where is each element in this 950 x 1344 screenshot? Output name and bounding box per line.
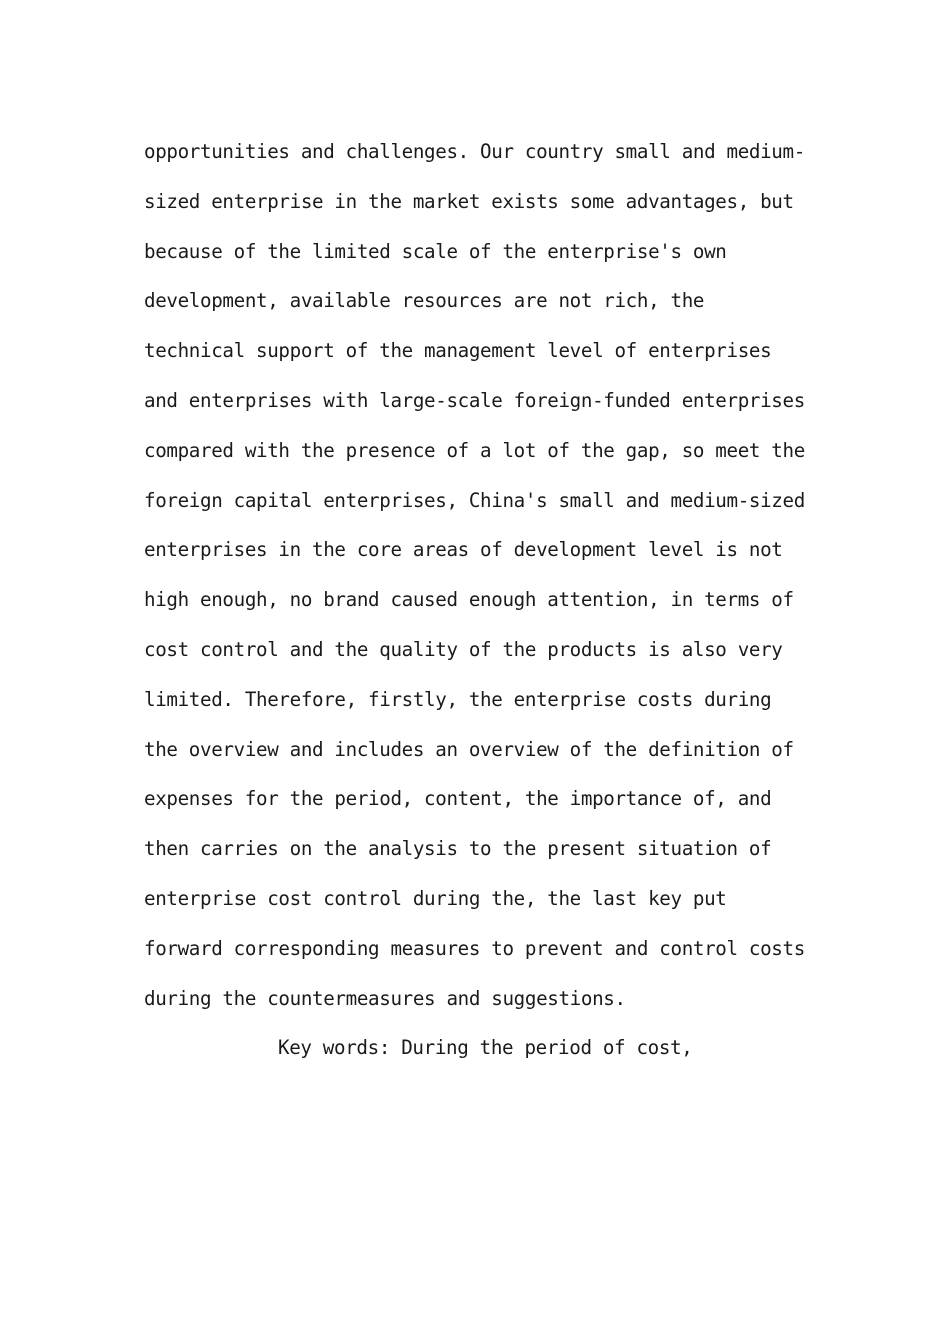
abstract-line: compared with the presence of a lot of the gap, so meet the <box>144 438 805 462</box>
abstract-line: expenses for the period, content, the importance of, and <box>144 787 772 811</box>
abstract-line: the overview and includes an overview of the definition of <box>144 737 794 761</box>
abstract-line: during the countermeasures and suggestions. <box>144 986 626 1010</box>
abstract-line: cost control and the quality of the products is also very <box>144 637 783 661</box>
abstract-line: opportunities and challenges. Our country small and medium- <box>144 140 805 163</box>
keywords-line: Key words: During the period of cost, <box>278 1036 693 1059</box>
abstract-line: foreign capital enterprises, China's small and medium-sized <box>144 488 805 512</box>
abstract-line: and enterprises with large-scale foreign-funded enterprises <box>144 388 805 412</box>
abstract-line: sized enterprise in the market exists some advantages, but <box>144 189 794 213</box>
abstract-line: high enough, no brand caused enough attention, in terms of <box>144 588 794 612</box>
abstract-line: limited. Therefore, firstly, the enterprise costs during <box>144 687 772 711</box>
abstract-line: then carries on the analysis to the present situation of <box>144 837 772 861</box>
abstract-line: because of the limited scale of the enterprise's own <box>144 239 727 263</box>
abstract-line: forward corresponding measures to prevent and control costs <box>144 936 805 960</box>
abstract-paragraph <box>144 127 824 1023</box>
abstract-line: enterprise cost control during the, the last key put <box>144 886 727 910</box>
abstract-line: enterprises in the core areas of development level is not <box>144 538 783 562</box>
abstract-line: development, available resources are not rich, the <box>144 289 705 313</box>
abstract-line: technical support of the management level of enterprises <box>144 339 772 363</box>
